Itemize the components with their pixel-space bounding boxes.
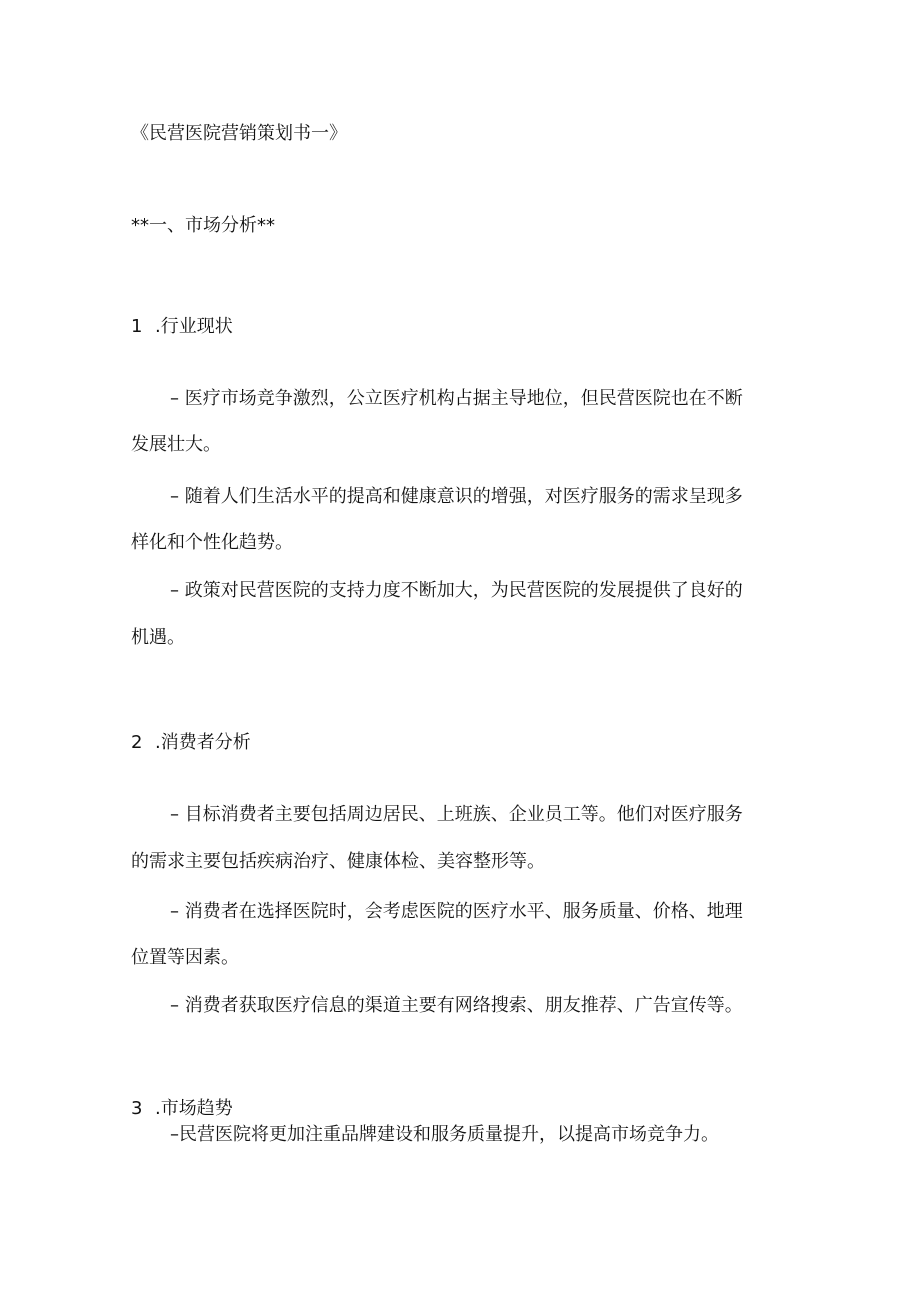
subsection-heading-industry-status: [131, 315, 233, 339]
bullet-line: – 消费者在选择医院时，会考虑医院的医疗水平、服务质量、价格、地理: [170, 901, 743, 922]
bullet-line: – 随着人们生活水平的提高和健康意识的增强，对医疗服务的需求呈现多: [170, 486, 743, 507]
subsection-title: .行业现状: [155, 316, 233, 337]
subsection-title: .市场趋势: [155, 1098, 233, 1119]
bullet-continuation: 位置等因素。: [131, 947, 239, 968]
subsection-number: 2: [131, 732, 143, 753]
bullet-line: –民营医院将更加注重品牌建设和服务质量提升，以提高市场竞争力。: [170, 1124, 719, 1145]
section-heading-market-analysis: **一、市场分析**: [131, 215, 275, 236]
subsection-heading-consumer-analysis: [131, 731, 251, 755]
bullet-continuation: 样化和个性化趋势。: [131, 532, 293, 553]
subsection-number: 3: [131, 1098, 143, 1119]
bullet-line: – 政策对民营医院的支持力度不断加大，为民营医院的发展提供了良好的: [170, 580, 743, 601]
bullet-continuation: 机遇。: [131, 627, 185, 648]
subsection-heading-market-trend: [131, 1097, 233, 1121]
subsection-number: 1: [131, 316, 143, 337]
document-title: 《民营医院营销策划书一》: [131, 123, 347, 144]
bullet-line: – 目标消费者主要包括周边居民、上班族、企业员工等。他们对医疗服务: [170, 804, 743, 825]
bullet-continuation: 发展壮大。: [131, 434, 221, 455]
bullet-line: – 医疗市场竞争激烈，公立医疗机构占据主导地位，但民营医院也在不断: [170, 388, 743, 409]
bullet-continuation: 的需求主要包括疾病治疗、健康体检、美容整形等。: [131, 851, 545, 872]
bullet-line: – 消费者获取医疗信息的渠道主要有网络搜索、朋友推荐、广告宣传等。: [170, 995, 743, 1016]
subsection-title: .消费者分析: [155, 732, 251, 753]
